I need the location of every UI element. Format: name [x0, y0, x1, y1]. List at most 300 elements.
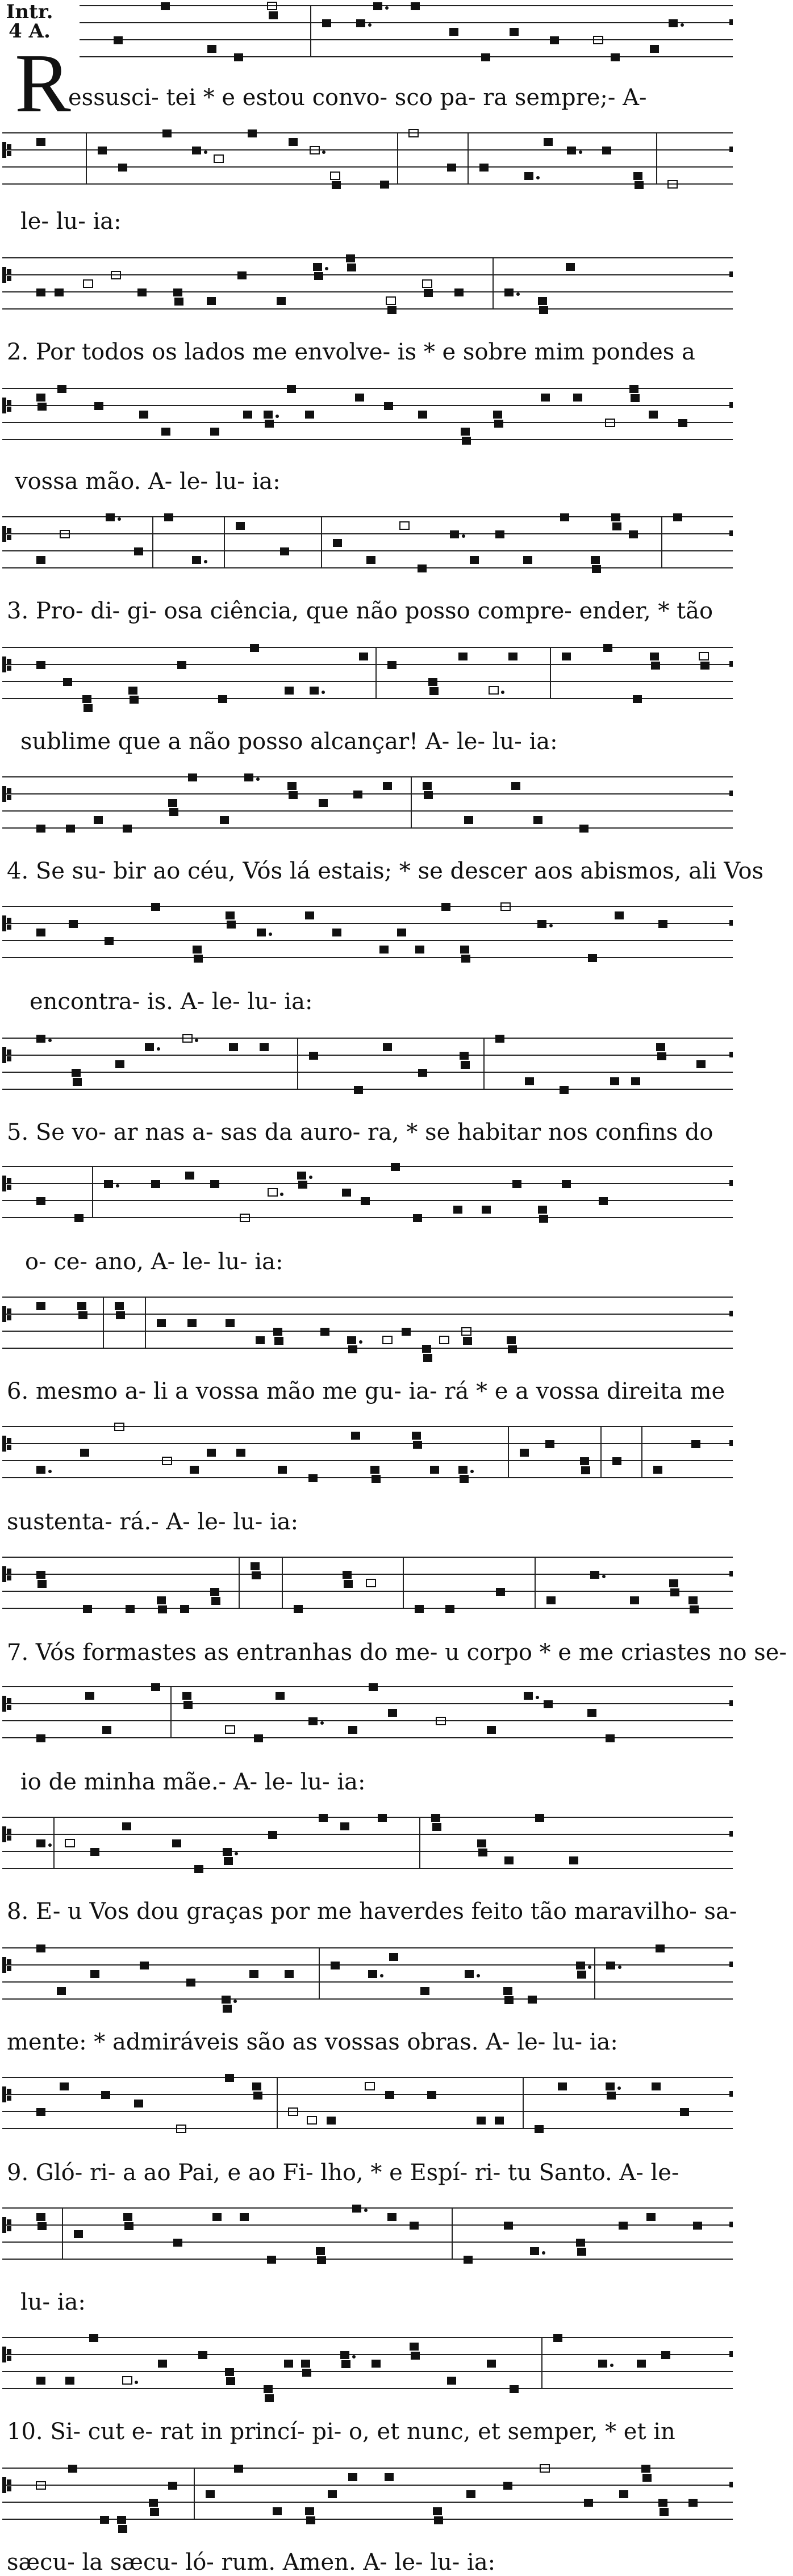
note-head	[151, 903, 160, 911]
note-head	[512, 1180, 521, 1188]
note-head	[669, 1579, 678, 1587]
clef-mark	[7, 788, 11, 793]
note-head	[211, 1597, 220, 1605]
note-head	[607, 2092, 616, 2100]
dot-mark	[364, 2209, 368, 2212]
note-head	[423, 1354, 432, 1362]
note-head	[511, 782, 520, 790]
clef-mark	[7, 1445, 11, 1450]
note-head	[126, 1605, 135, 1613]
note-head	[319, 799, 328, 807]
note-head	[649, 411, 658, 419]
note-head	[611, 53, 620, 61]
note-head	[106, 513, 115, 521]
note-head	[348, 2473, 357, 2481]
note-head	[466, 2490, 475, 2498]
note-head	[482, 1206, 491, 1214]
note-head	[487, 2360, 496, 2368]
note-head	[37, 403, 47, 411]
note-head	[89, 2334, 98, 2342]
note-head	[487, 1726, 496, 1734]
note-head	[104, 1180, 113, 1188]
note-head	[535, 2125, 544, 2133]
note-head	[134, 2100, 143, 2107]
clef-mark	[2, 1047, 6, 1063]
dot-mark	[536, 1696, 539, 1699]
note-head	[192, 147, 201, 154]
note-head	[385, 2473, 394, 2481]
note-head	[115, 1302, 124, 1310]
note-head	[560, 513, 569, 521]
note-head	[656, 1944, 665, 1952]
note-head	[588, 954, 597, 962]
clef-mark	[7, 925, 11, 930]
dot-mark	[352, 2355, 356, 2358]
note-head	[65, 1839, 74, 1847]
note-head	[411, 2, 420, 10]
note-head	[576, 2239, 585, 2247]
note-head	[508, 1345, 517, 1353]
note-head	[606, 1734, 615, 1742]
custos-mark	[729, 920, 733, 926]
note-head	[539, 306, 548, 314]
note-head	[658, 920, 667, 928]
note-head	[36, 1944, 45, 1952]
dot-mark	[48, 1039, 52, 1042]
note-head	[539, 1215, 548, 1223]
clef-mark	[7, 1966, 11, 1971]
custos-mark	[729, 1311, 733, 1316]
note-head	[157, 1319, 166, 1327]
note-head	[222, 1996, 231, 2004]
note-head	[139, 411, 148, 419]
note-head	[226, 911, 235, 919]
note-head	[227, 921, 236, 929]
note-head	[57, 385, 66, 393]
lyric-line: o- ce- ano, A- le- lu- ia:	[25, 1249, 283, 1275]
custos-mark	[729, 661, 733, 667]
note-head	[298, 1181, 307, 1189]
note-head	[347, 264, 356, 271]
note-head	[101, 2091, 110, 2099]
mode-label: Intr. 4 A.	[6, 1, 53, 43]
clef-mark	[7, 1308, 11, 1314]
note-head	[383, 782, 392, 790]
note-head	[37, 2222, 47, 2230]
note-head	[145, 1043, 154, 1051]
note-head	[161, 428, 170, 436]
dot-mark	[542, 2251, 545, 2255]
note-head	[412, 1432, 421, 1440]
note-head	[673, 513, 682, 521]
note-head	[308, 1717, 318, 1725]
note-head	[267, 2256, 276, 2264]
note-head	[66, 825, 75, 833]
note-head	[177, 661, 186, 669]
note-head	[157, 1596, 166, 1604]
note-head	[372, 2360, 381, 2368]
clef-mark	[7, 1569, 11, 1574]
custos-mark	[729, 1052, 733, 1057]
note-head	[289, 791, 298, 799]
clef-mark	[7, 2089, 11, 2094]
note-head	[82, 695, 91, 703]
note-head	[94, 402, 103, 410]
note-head	[150, 2508, 159, 2516]
dot-mark	[579, 150, 582, 154]
note-head	[331, 1962, 340, 1969]
note-head	[36, 556, 45, 564]
note-head	[294, 1605, 303, 1613]
note-head	[224, 1857, 233, 1865]
lyric-line: 6. mesmo a- li a vossa mão me gu- ia- rá * e a vossa direita me	[7, 1378, 725, 1404]
note-head	[373, 2, 382, 10]
note-head	[190, 1466, 199, 1474]
lyric-line: essusci- tei * e estou convo- sco pa- ra sempre;- A-	[68, 85, 647, 111]
note-head	[696, 1060, 706, 1068]
lyric-line: sublime que a não posso alcançar! A- le- lu- ia:	[20, 729, 558, 755]
note-head	[223, 1848, 232, 1856]
note-head	[226, 1319, 235, 1327]
dot-mark	[462, 534, 465, 538]
note-head	[193, 946, 202, 954]
dot-mark	[610, 2364, 613, 2367]
note-head	[84, 704, 93, 712]
note-head	[410, 2222, 419, 2230]
dot-mark	[385, 6, 389, 10]
note-head	[124, 2222, 133, 2230]
note-head	[268, 1831, 277, 1839]
note-head	[633, 695, 642, 703]
note-head	[74, 2230, 83, 2238]
note-head	[328, 2490, 337, 2498]
note-head	[690, 1605, 699, 1613]
note-head	[164, 513, 173, 521]
dot-mark	[477, 1974, 480, 1977]
note-head	[274, 1337, 283, 1345]
note-head	[496, 1588, 505, 1596]
note-head	[370, 1466, 379, 1474]
initial-letter: R	[15, 37, 71, 130]
lyric-line: 5. Se vo- ar nas a- sas da auro- ra, * se habitar nos confins do	[7, 1119, 713, 1145]
note-head	[418, 411, 427, 419]
note-head	[445, 1605, 454, 1613]
note-head	[576, 1962, 585, 1969]
clef-mark	[7, 2226, 11, 2231]
note-head	[372, 1475, 381, 1483]
note-head	[523, 556, 532, 564]
custos-mark	[729, 1571, 733, 1576]
note-head	[670, 1588, 679, 1596]
note-head	[269, 11, 278, 19]
custos-mark	[729, 147, 733, 152]
note-head	[660, 2508, 669, 2516]
note-head	[447, 2377, 456, 2385]
note-head	[188, 773, 197, 781]
note-head	[36, 2108, 45, 2116]
note-head	[168, 799, 177, 807]
clef-mark	[2, 1306, 6, 1322]
note-head	[36, 1734, 45, 1742]
note-head	[210, 1588, 219, 1596]
note-head	[657, 1052, 666, 1060]
note-head	[567, 147, 576, 154]
note-head	[192, 556, 201, 564]
note-head	[280, 547, 289, 555]
note-head	[630, 1596, 639, 1604]
note-head	[366, 556, 375, 564]
note-head	[504, 2222, 513, 2230]
note-head	[297, 1172, 306, 1180]
note-head	[413, 1214, 422, 1222]
note-head	[378, 1814, 387, 1822]
note-head	[537, 920, 546, 928]
note-head	[254, 1734, 263, 1742]
clef-mark	[7, 2096, 11, 2101]
note-head	[342, 1189, 351, 1197]
note-head	[464, 2256, 473, 2264]
note-head	[590, 1571, 599, 1579]
note-head	[185, 1172, 194, 1180]
note-head	[615, 911, 624, 919]
note-head	[319, 1814, 328, 1822]
dot-mark	[380, 1974, 383, 1977]
dot-mark	[516, 292, 520, 296]
clef-mark	[2, 1176, 6, 1191]
note-head	[579, 825, 589, 833]
note-head	[366, 1579, 375, 1587]
note-head	[90, 1970, 99, 1978]
clef-mark	[7, 535, 11, 540]
note-head	[130, 696, 139, 704]
note-head	[63, 678, 72, 686]
note-head	[340, 1822, 349, 1830]
note-head	[264, 2385, 273, 2393]
note-head	[327, 2117, 336, 2125]
note-head	[463, 1337, 472, 1345]
custos-mark	[729, 530, 733, 536]
note-head	[123, 2213, 132, 2221]
note-head	[633, 172, 642, 180]
note-head	[158, 1605, 167, 1613]
note-head	[495, 1035, 504, 1043]
clef-mark	[7, 1829, 11, 1834]
note-head	[602, 147, 611, 154]
note-head	[248, 129, 257, 137]
custos-mark	[729, 2482, 733, 2487]
note-head	[460, 1052, 469, 1060]
note-head	[340, 2351, 349, 2359]
note-head	[611, 513, 620, 521]
note-head	[65, 2377, 74, 2385]
dot-mark	[118, 517, 121, 521]
note-head	[172, 1839, 181, 1847]
note-head	[36, 1466, 45, 1474]
note-head	[391, 1163, 400, 1171]
note-head	[194, 955, 203, 963]
note-head	[669, 19, 678, 27]
note-head	[128, 687, 137, 695]
note-head	[250, 644, 259, 652]
note-head	[430, 1466, 439, 1474]
note-head	[460, 946, 469, 954]
note-head	[691, 1440, 700, 1448]
note-head	[610, 1077, 619, 1085]
note-head	[477, 2117, 486, 2125]
note-head	[356, 19, 365, 27]
note-head	[234, 2465, 243, 2473]
note-head	[114, 36, 123, 44]
note-head	[424, 289, 433, 297]
note-head	[36, 1302, 45, 1310]
note-head	[450, 530, 459, 538]
note-head	[308, 1474, 318, 1482]
note-head	[688, 2499, 698, 2507]
note-head	[580, 1457, 589, 1465]
note-head	[151, 1180, 160, 1188]
note-head	[118, 2525, 127, 2533]
note-head	[432, 1823, 441, 1831]
note-head	[423, 280, 432, 287]
note-head	[341, 2360, 350, 2368]
note-head	[140, 1962, 149, 1969]
custos-mark	[729, 2351, 733, 2357]
clef-mark	[2, 2086, 6, 2102]
note-head	[123, 825, 132, 833]
custos-mark	[729, 1440, 733, 1446]
note-head	[320, 1328, 329, 1336]
note-head	[207, 45, 216, 53]
dot-mark	[602, 1575, 606, 1578]
custos-mark	[729, 1831, 733, 1837]
note-head	[560, 1086, 569, 1094]
note-head	[244, 773, 253, 781]
note-head	[365, 2082, 374, 2090]
note-head	[169, 808, 178, 816]
note-head	[210, 428, 219, 436]
note-head	[441, 903, 450, 911]
dot-mark	[256, 777, 260, 781]
note-head	[651, 662, 660, 670]
note-head	[449, 28, 458, 36]
note-head	[383, 1043, 392, 1051]
clef-mark	[7, 1315, 11, 1320]
note-head	[656, 1043, 665, 1051]
note-head	[306, 2516, 315, 2524]
clef-mark	[2, 1826, 6, 1842]
note-head	[123, 2377, 132, 2384]
note-head	[427, 2091, 436, 2099]
note-head	[207, 1449, 216, 1457]
note-head	[236, 522, 245, 530]
dot-mark	[280, 1193, 283, 1196]
note-head	[460, 1475, 469, 1483]
note-head	[117, 2516, 126, 2524]
note-head	[347, 1336, 356, 1344]
clef-mark	[7, 400, 11, 405]
note-head	[105, 937, 114, 945]
dot-mark	[116, 1184, 119, 1187]
note-head	[225, 2074, 234, 2082]
note-head	[265, 2394, 274, 2402]
note-head	[510, 2385, 519, 2393]
note-head	[538, 1206, 547, 1214]
note-head	[440, 1336, 449, 1344]
note-head	[415, 1605, 424, 1613]
note-head	[307, 2117, 316, 2124]
clef-mark	[7, 2486, 11, 2491]
dot-mark	[320, 1721, 324, 1725]
note-head	[533, 816, 542, 824]
note-head	[314, 272, 323, 280]
note-head	[369, 1683, 378, 1691]
note-head	[214, 155, 223, 162]
custos-mark	[729, 271, 733, 277]
clef-mark	[2, 656, 6, 672]
dot-mark	[204, 560, 207, 563]
note-head	[553, 2334, 562, 2342]
custos-mark	[729, 402, 733, 408]
note-head	[477, 1839, 486, 1847]
note-head	[693, 2222, 702, 2230]
dot-mark	[269, 932, 272, 936]
note-head	[285, 1970, 294, 1978]
note-head	[333, 539, 342, 547]
note-head	[619, 2222, 628, 2230]
note-head	[60, 2082, 69, 2090]
clef-mark	[7, 528, 11, 533]
note-head	[74, 1214, 84, 1222]
clef-mark	[7, 1705, 11, 1710]
note-head	[410, 2343, 419, 2351]
note-head	[168, 2482, 177, 2490]
note-head	[173, 2239, 182, 2247]
clef-mark	[7, 1178, 11, 1183]
note-head	[402, 1328, 411, 1336]
note-head	[598, 2360, 607, 2368]
dot-mark	[368, 23, 372, 27]
clef-mark	[7, 795, 11, 800]
note-head	[504, 288, 514, 296]
note-head	[36, 661, 45, 669]
note-head	[207, 297, 216, 305]
note-head	[343, 1571, 352, 1579]
note-head	[562, 1180, 571, 1188]
note-head	[380, 181, 389, 189]
note-head	[653, 1466, 662, 1474]
note-head	[268, 1189, 277, 1196]
note-head	[348, 1345, 357, 1353]
note-head	[413, 1441, 422, 1449]
note-head	[606, 2082, 615, 2090]
note-head	[464, 816, 473, 824]
dot-mark	[359, 1340, 362, 1344]
lyric-line: le- lu- ia:	[20, 208, 122, 235]
note-head	[415, 946, 424, 954]
custos-mark	[729, 1700, 733, 1706]
note-head	[368, 1970, 377, 1978]
note-head	[287, 385, 296, 393]
clef-mark	[2, 915, 6, 931]
note-head	[218, 695, 227, 703]
dot-mark	[549, 924, 553, 927]
note-head	[78, 1311, 87, 1319]
note-head	[637, 2360, 646, 2368]
note-head	[606, 1962, 615, 1969]
note-head	[158, 2360, 167, 2368]
note-head	[36, 929, 45, 936]
note-head	[481, 53, 490, 61]
